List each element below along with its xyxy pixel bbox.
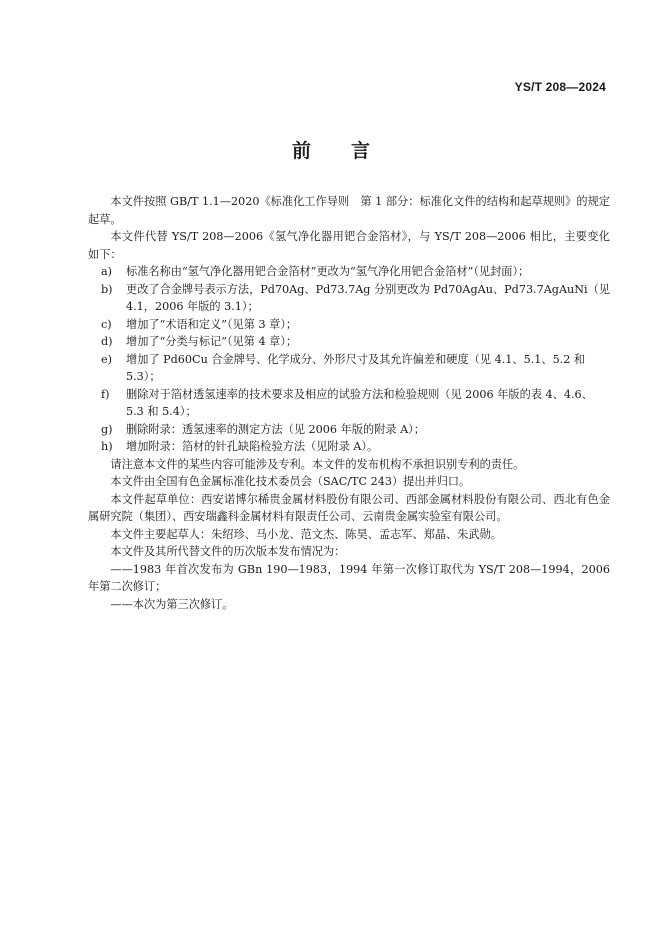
list-item bbox=[88, 263, 610, 281]
list-item bbox=[88, 316, 610, 334]
paragraph-proposer: 本文件由全国有色金属标准化技术委员会（SAC/TC 243）提出并归口。 bbox=[110, 475, 471, 488]
list-item bbox=[88, 421, 610, 439]
list-item-text: 增加了 Pd60Cu 合金牌号、化学成分、外形尺寸及其允许偏差和硬度（见 4.1、5.1、5.2 和 5.3）； bbox=[126, 352, 586, 383]
list-item-label: b) bbox=[101, 282, 113, 296]
paragraph-history-2: ——本次为第三次修订。 bbox=[110, 597, 234, 611]
list-item-text: 删除附录：透氢速率的测定方法（见 2006 年版的附录 A）； bbox=[126, 422, 425, 436]
list-item-text: 更改了合金牌号表示方法，Pd70Ag、Pd73.7Ag 分别更改为 Pd70AgAu、Pd73.7AgAuNi（见 4.1，2006 年版的 3.1）； bbox=[126, 282, 610, 313]
paragraph-replaces: 本文件代替 YS/T 208—2006《氢气净化器用钯合金箔材》，与 YS/T 208—2006 相比，主要变化如下： bbox=[88, 230, 610, 261]
changes-list bbox=[88, 263, 610, 456]
list-item-label: e) bbox=[101, 352, 112, 366]
list-item bbox=[88, 351, 610, 386]
list-item bbox=[88, 438, 610, 456]
standard-number: YS/T 208—2024 bbox=[514, 80, 606, 94]
list-item-text: 删除对于箔材透氢速率的技术要求及相应的试验方法和检验规则（见 2006 年版的表 4、4.6、5.3 和 5.4）； bbox=[126, 387, 593, 418]
list-item-label: h) bbox=[101, 440, 113, 453]
paragraph-history-1: ——1983 年首次发布为 GBn 190—1983，1994 年第一次修订取代为 YS/T 208—1994，2006 年第二次修订； bbox=[88, 562, 610, 593]
paragraph-drafting-rule: 本文件按照 GB/T 1.1—2020《标准化工作导则 第 1 部分：标准化文件的结构和起草规则》的规定起草。 bbox=[88, 195, 610, 226]
list-item bbox=[88, 333, 610, 351]
paragraph-drafters: 本文件主要起草人：朱绍珍、马小龙、范文杰、陈昊、孟志军、郑晶、朱武勋。 bbox=[110, 527, 502, 541]
list-item bbox=[88, 281, 610, 316]
page-title: 前言 bbox=[291, 140, 410, 162]
list-item-label: g) bbox=[101, 422, 113, 436]
paragraph-patent-notice: 请注意本文件的某些内容可能涉及专利。本文件的发布机构不承担识别专利的责任。 bbox=[110, 457, 525, 471]
list-item-label: f) bbox=[101, 387, 110, 401]
paragraph-drafting-units: 本文件起草单位：西安诺博尔稀贵金属材料股份有限公司、西部金属材料股份有限公司、西北有色金属研究院（集团）、西安瑞鑫科金属材料有限责任公司、云南贵金属实验室有限公司。 bbox=[88, 492, 610, 523]
list-item-text: 增加了“术语和定义”（见第 3 章）； bbox=[126, 317, 298, 331]
list-item-text: 增加附录：箔材的针孔缺陷检验方法（见附录 A）。 bbox=[126, 440, 379, 453]
paragraph-history-intro: 本文件及其所代替文件的历次版本发布情况为： bbox=[110, 545, 346, 558]
list-item-label: a) bbox=[101, 265, 113, 278]
document-body bbox=[88, 193, 610, 613]
list-item-text: 增加了“分类与标记”（见第 4 章）； bbox=[126, 335, 298, 348]
list-item-text: 标准名称由“氢气净化器用钯合金箔材”更改为“氢气净化用钯合金箔材”（见封面）； bbox=[126, 265, 530, 278]
list-item-label: d) bbox=[101, 335, 113, 348]
list-item-label: c) bbox=[101, 317, 112, 331]
list-item bbox=[88, 386, 610, 421]
